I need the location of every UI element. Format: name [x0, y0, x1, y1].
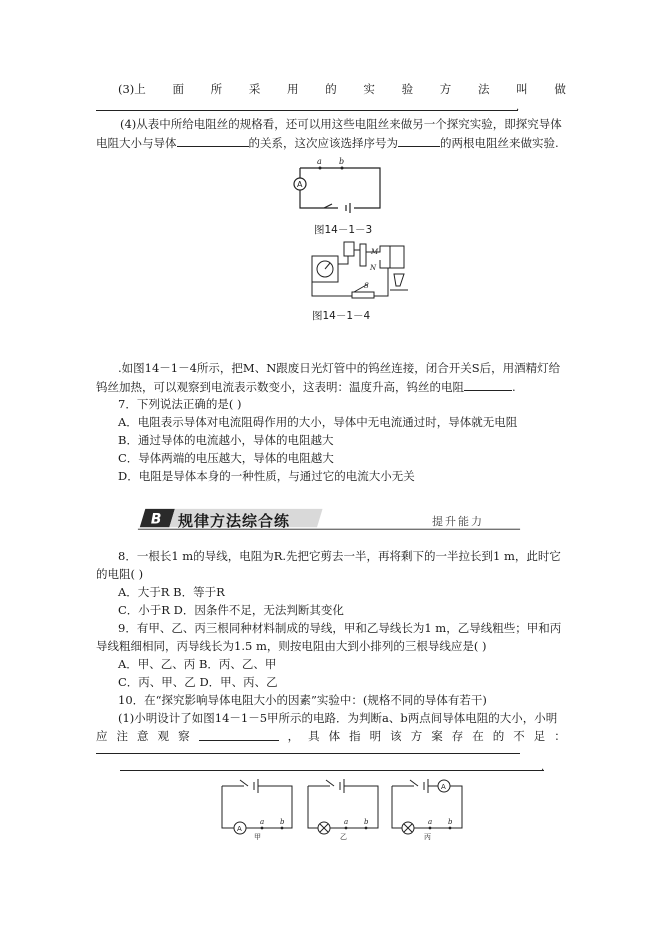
q8-options-row1: A．大于R B．等于R [118, 585, 225, 599]
svg-text:丙: 丙 [424, 833, 431, 841]
spread-char: 意 [137, 729, 149, 743]
svg-text:A: A [441, 783, 446, 791]
spread-char: 叫 [516, 82, 528, 96]
spread-char: 用 [287, 82, 299, 96]
spread-char: 察 [178, 729, 190, 743]
q9-line2: 导线粗细相同，丙导线长为1.5 m，则按电阻由大到小排列的三根导线应是( ) [96, 639, 487, 653]
svg-text:b: b [339, 157, 345, 166]
spread-char: 方 [410, 729, 423, 743]
circuit-figure-14-1-5 [218, 776, 468, 840]
q-intro-line1: .如图14－1－4所示，把M、N跟废日光灯管中的钨丝连接，闭合开关S后，用酒精灯给 [118, 361, 561, 375]
svg-text:b: b [280, 818, 285, 826]
svg-text:a: a [260, 818, 265, 826]
spread-char: 应 [96, 729, 108, 743]
svg-text:A: A [237, 825, 242, 833]
worksheet-page: (3)上 面 所 采 用 的 实 验 方 法 叫 做 . (4)从表中所给电阻丝的规格看，还可以用这些电阻丝来做另一个探究实验，即探究导体 电阻大小与导体 的关系，这次应该选择序号为 的两根电阻丝来做实验. A a b 图14－1－3 M N S 图14－1－4 .如图14－1－4所示，把M、N跟废日光灯管中的钨丝连接，闭合开关S后，用酒精灯给 钨丝加热，可以观察到电流表示数变小，这表明：温度升高，钨丝的电阻 . 7．下列说法正确的是( ) A．电阻表示导体对电流阻碍作用的大小，导体中无电流通过时，导体就无电阻 B．通过导体的电流越小，导体的电阻越大 C．导体两端的电压越大，导体的电阻越大 D．电阻是导体本身的一种性质，与通过它的电流大小无关 B 规律方法综合练 提升能力 8．一根长1 m的导线，电阻为R.先把它剪去一半，再将剩下的一半拉长到1 m，此时它 的电阻( ) A．大于R B．等于R C．小于R D．因条件不足，无法判断其变化 9．有甲、乙、丙三根同种材料制成的导线，甲和乙导线长为1 m，乙导线粗些；甲和丙 导线粗细相同，丙导线长为1.5 m，则按电阻由大到小排列的三根导线应是( ) A．甲、乙、丙 B．丙、乙、甲 C．丙、甲、乙 D．甲、丙、乙 10．在“探究影响导体电阻大小的因素”实验中：(规格不同的导体有若干) (1)小明设计了如图14－1－5甲所示的电路．为判断a、b两点间导体电阻的大小，小明 应 注 意 观 察 ， 具 体 指 明 该 方 案 存 在 的 不 足 ： . A A a b a b a b 甲 乙 丙 [96, 82, 566, 841]
q8-line1: 8．一根长1 m的导线，电阻为R.先把它剪去一半，再将剩下的一半拉长到1 m，此时它 [118, 549, 561, 563]
spread-char: 在 [472, 729, 484, 743]
q6-part4-line2: 电阻大小与导体 的关系，这次应该选择序号为 的两根电阻丝来做实验. [96, 136, 559, 150]
spread-char: 具 [308, 729, 320, 743]
circuit-figure-14-1-4 [308, 238, 412, 304]
q10-line3 [96, 728, 566, 744]
spread-char: 明 [369, 729, 382, 743]
answer-blank [464, 378, 512, 391]
svg-text:a: a [428, 818, 433, 826]
q6-part4-line1: (4)从表中所给电阻丝的规格看，还可以用这些电阻丝来做另一个探究实验，即探究导体 [120, 117, 562, 131]
spread-char: 不 [513, 729, 525, 743]
spread-char: (3)上 [118, 82, 146, 96]
spread-char: 体 [328, 729, 341, 743]
answer-blank [199, 728, 279, 741]
spread-char: 法 [477, 82, 490, 96]
q8-options-row2: C．小于R D．因条件不足，无法判断其变化 [118, 603, 344, 617]
svg-text:乙: 乙 [340, 833, 347, 841]
spread-char: 足 [533, 729, 546, 743]
circuit-figure-14-1-3 [290, 157, 390, 216]
svg-text:M: M [371, 248, 379, 256]
q9-options-row1: A．甲、乙、丙 B．丙、乙、甲 [118, 657, 277, 671]
spread-char: 做 [554, 82, 566, 96]
q-intro-line2: 钨丝加热，可以观察到电流表示数变小，这表明：温度升高，钨丝的电阻 . [96, 380, 516, 394]
spread-char: 面 [172, 82, 184, 96]
q7-option-d: D．电阻是导体本身的一种性质，与通过它的电流大小无关 [118, 469, 415, 483]
svg-text:N: N [370, 264, 377, 272]
spread-char: 存 [451, 729, 464, 743]
q7-option-c: C．导体两端的电压越大，导体的电阻越大 [118, 451, 334, 465]
section-title: 规律方法综合练 [178, 512, 291, 530]
svg-text:a: a [317, 157, 322, 166]
section-subtitle: 提升能力 [432, 515, 484, 528]
svg-text:S: S [364, 282, 369, 290]
q9-options-row2: C．丙、甲、乙 D．甲、丙、乙 [118, 675, 278, 689]
spread-char: 该 [390, 729, 402, 743]
answer-blank [177, 134, 249, 147]
q7-option-b: B．通过导体的电流越小，导体的电阻越大 [118, 433, 334, 447]
q9-line1: 9．有甲、乙、丙三根同种材料制成的导线，甲和乙导线长为1 m，乙导线粗些；甲和丙 [118, 621, 562, 635]
q7-stem: 7．下列说法正确的是( ) [118, 397, 242, 411]
spread-char: 的 [325, 82, 337, 96]
answer-blank-q10-line4 [96, 753, 520, 754]
spread-char: 方 [439, 82, 452, 96]
answer-blank-q10-line5 [120, 770, 544, 771]
q6-part3-line [118, 81, 566, 97]
spread-char: 的 [492, 729, 505, 743]
spread-char: 案 [431, 729, 443, 743]
q7-option-a: A．电阻表示导体对电流阻碍作用的大小，导体中无电流通过时，导体就无电阻 [118, 415, 518, 429]
svg-text:b: b [448, 818, 453, 826]
svg-text:b: b [364, 818, 369, 826]
spread-char: 注 [116, 729, 129, 743]
spread-char: ， [287, 729, 300, 743]
spread-char: 指 [349, 729, 361, 743]
spread-char: 采 [248, 82, 261, 96]
spread-char: 所 [210, 82, 223, 96]
svg-text:甲: 甲 [254, 833, 261, 841]
q10-line1: 10．在“探究影响导体电阻大小的因素”实验中：(规格不同的导体有若干) [118, 693, 487, 707]
figure-caption-14-1-3: 图14－1－3 [314, 224, 373, 236]
svg-text:A: A [297, 180, 303, 189]
spread-char: 实 [363, 82, 375, 96]
svg-text:B: B [150, 511, 162, 528]
answer-blank-part3 [96, 110, 518, 111]
answer-blank [398, 134, 440, 147]
q10-line2: (1)小明设计了如图14－1－5甲所示的电路．为判断a、b两点间导体电阻的大小，小明 [118, 711, 558, 725]
q8-line2: 的电阻( ) [96, 567, 144, 581]
svg-text:a: a [344, 818, 349, 826]
spread-char: ： [554, 729, 566, 743]
spread-char: 验 [401, 82, 414, 96]
figure-caption-14-1-4: 图14－1－4 [312, 310, 371, 322]
spread-char: 观 [157, 729, 170, 743]
